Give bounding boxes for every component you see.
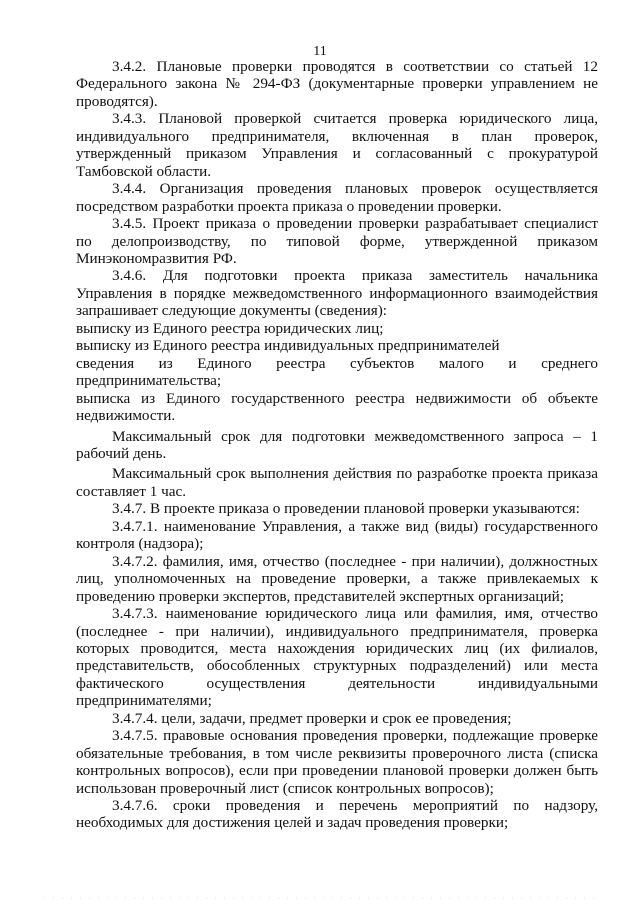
- paragraph-3-4-7-5: 3.4.7.5. правовые основания проведения проверки, подлежащие проверке обязательные требования, в том числе реквизиты проверочного листа (списка контрольных вопросов), если при проведении плановой проверки должен быть использован проверочный лист (список контрольных вопросов);: [76, 727, 598, 797]
- paragraph-3-4-4: 3.4.4. Организация проведения плановых проверок осуществляется посредством разработки проекта приказа о проведении проверки.: [76, 180, 598, 215]
- list-item-legal-entities: выписку из Единого реестра юридических лиц;: [76, 319, 384, 337]
- scan-artifact-dots: [40, 897, 600, 899]
- list-item-real-estate: выписка из Единого государственного реестра недвижимости об объекте недвижимости.: [76, 389, 598, 425]
- list-item-small-business: сведения из Единого реестра субъектов малого и среднего предпринимательства;: [76, 354, 598, 390]
- paragraph-3-4-2: 3.4.2. Плановые проверки проводятся в соответствии со статьей 12 Федерального закона № 294-ФЗ (документарные проверки управлением не проводятся).: [76, 58, 598, 110]
- paragraph-order-deadline: Максимальный срок выполнения действия по разработке проекта приказа составляет 1 час.: [76, 465, 598, 500]
- paragraph-3-4-7-2: 3.4.7.2. фамилия, имя, отчество (последнее - при наличии), должностных лиц, уполномоченных на проведение проверки, а также привлекаемых к проведению проверки экспертов, представителей экспертных организаций;: [76, 552, 598, 605]
- list-item-entrepreneurs: выписку из Единого реестра индивидуальных предпринимателей: [76, 337, 500, 355]
- paragraph-3-4-6: 3.4.6. Для подготовки проекта приказа заместитель начальника Управления в порядке межведомственного информационного взаимодействия запрашивает следующие документы (сведения):: [76, 267, 598, 320]
- paragraph-3-4-7-4: 3.4.7.4. цели, задачи, предмет проверки и срок ее проведения;: [112, 709, 512, 727]
- document-body: [76, 58, 598, 832]
- paragraph-3-4-5: 3.4.5. Проект приказа о проведении проверки разрабатывает специалист по делопроизводству, по типовой форме, утвержденной приказом Минэкономразвития РФ.: [76, 215, 598, 267]
- paragraph-3-4-7: 3.4.7. В проекте приказа о проведении плановой проверки указываются:: [112, 500, 580, 518]
- page-number: 11: [313, 44, 327, 59]
- paragraph-3-4-3: 3.4.3. Плановой проверкой считается проверка юридического лица, индивидуального предпринимателя, включенная в план проверок, утвержденный приказом Управления и согласованный с прокуратурой Тамбовской области.: [76, 110, 598, 180]
- paragraph-3-4-7-3: 3.4.7.3. наименование юридического лица или фамилия, имя, отчество (последнее - при наличии), индивидуального предпринимателя, проверка которых проводится, места нахождения юридических лиц (их филиалов, представительств, обособленных структурных подразделений) или места фактического осуществления деятельности индивидуальными предпринимателями;: [76, 605, 598, 710]
- paragraph-3-4-7-1: 3.4.7.1. наименование Управления, а также вид (виды) государственного контроля (надзора);: [76, 517, 598, 553]
- paragraph-3-4-7-6: 3.4.7.6. сроки проведения и перечень мероприятий по надзору, необходимых для достижения целей и задач проведения проверки;: [76, 797, 598, 832]
- paragraph-request-deadline: Максимальный срок для подготовки межведомственного запроса – 1 рабочий день.: [76, 427, 598, 462]
